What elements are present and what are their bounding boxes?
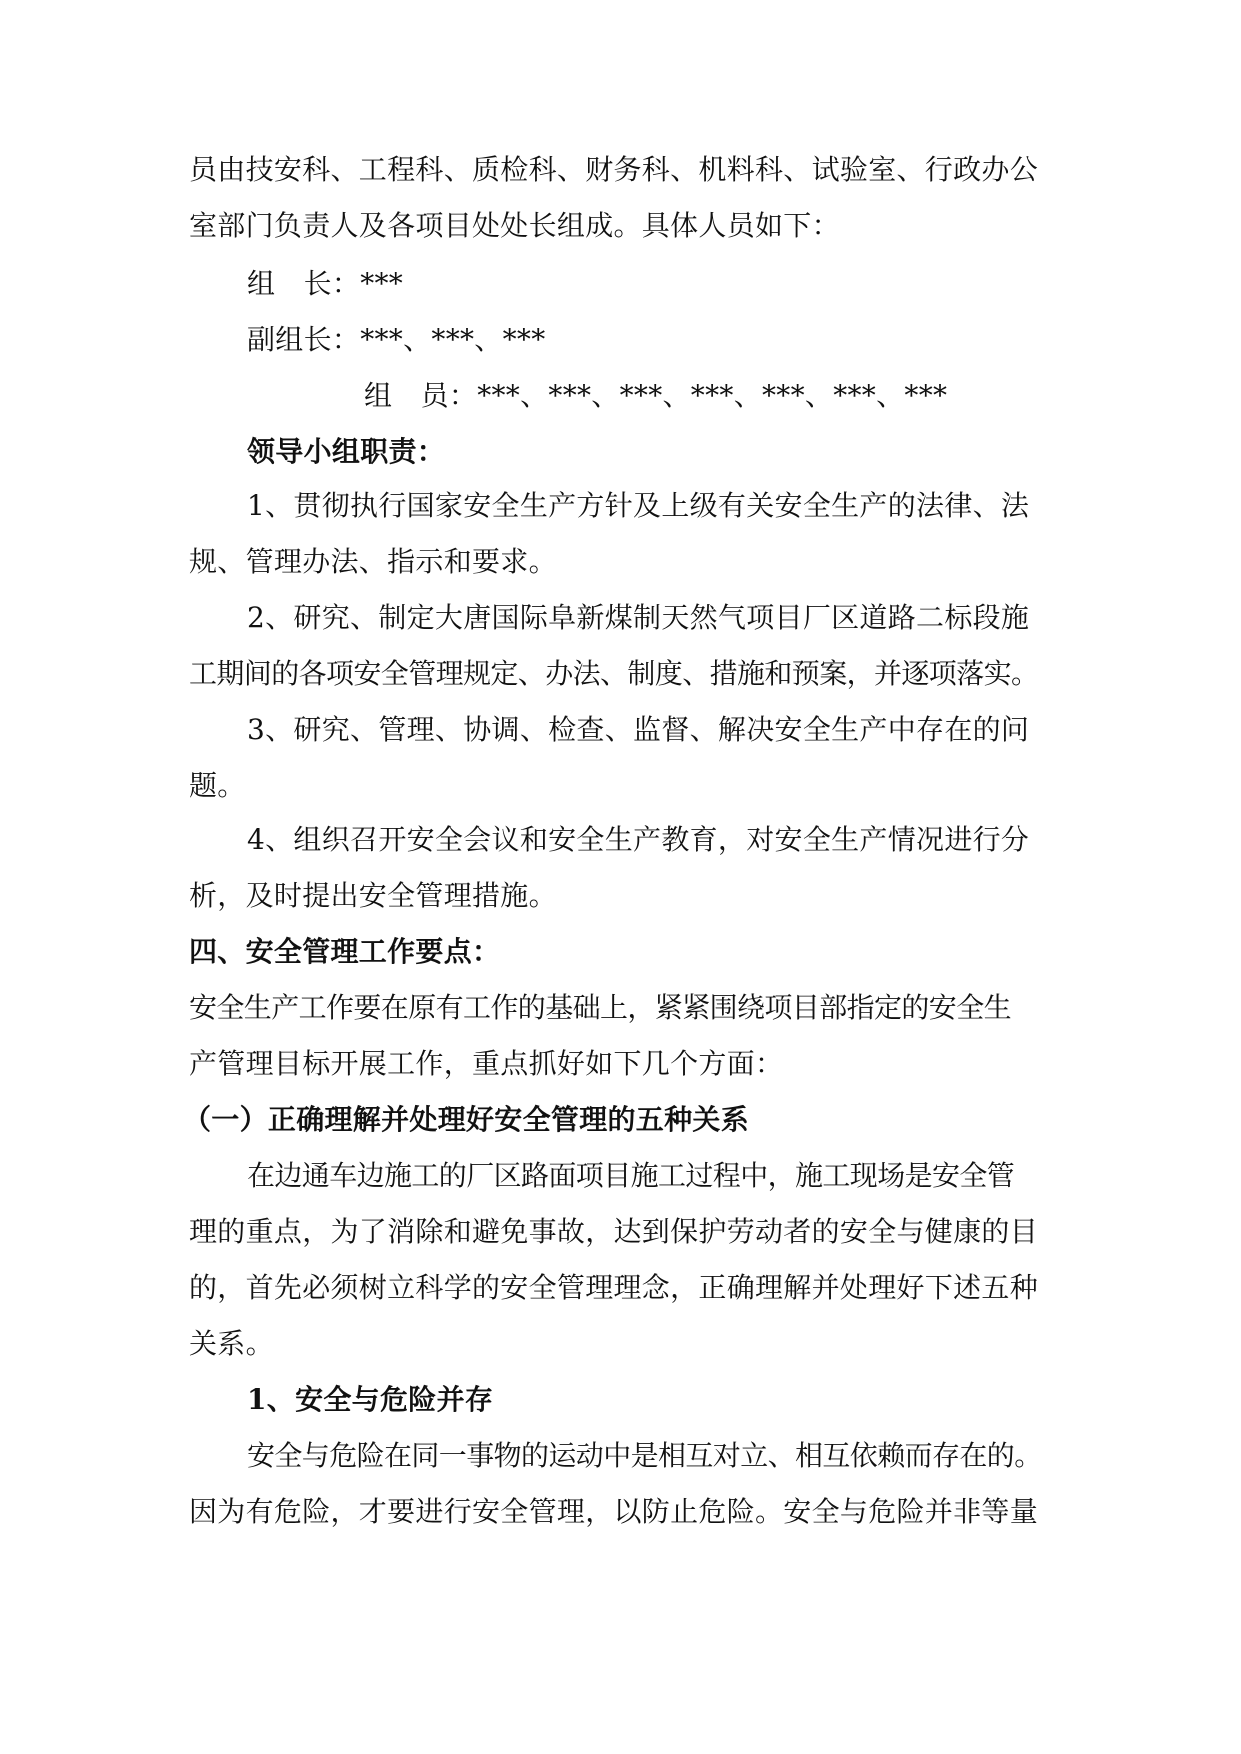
paragraph-line: 在边通车边施工的厂区路面项目施工过程中，施工现场是安全管	[247, 1159, 1015, 1192]
paragraph-line: 室部门负责人及各项目处处长组成。具体人员如下：	[189, 209, 840, 242]
subsection-heading: （一）正确理解并处理好安全管理的五种关系	[183, 1103, 750, 1136]
paragraph-line: 4、组织召开安全会议和安全生产教育，对安全生产情况进行分	[247, 823, 1030, 856]
member-line-deputy: 副组长：***、***、***	[247, 323, 546, 356]
member-line-members: 组 员：***、***、***、***、***、***、***	[364, 379, 948, 412]
member-line-leader: 组 长：***	[247, 267, 404, 300]
paragraph-line: 2、研究、制定大唐国际阜新煤制天然气项目厂区道路二标段施	[247, 601, 1030, 634]
paragraph-line: 3、研究、管理、协调、检查、监督、解决安全生产中存在的问	[247, 713, 1030, 746]
section-heading: 四、安全管理工作要点：	[189, 935, 501, 968]
paragraph-line: 产管理目标开展工作，重点抓好如下几个方面：	[189, 1047, 784, 1080]
paragraph-line: 工期间的各项安全管理规定、办法、制度、措施和预案，并逐项落实。	[189, 657, 1039, 690]
paragraph-line: 员由技安科、工程科、质检科、财务科、机料科、试验室、行政办公	[189, 153, 1039, 186]
paragraph-line: 因为有危险，才要进行安全管理，以防止危险。安全与危险并非等量	[189, 1495, 1039, 1528]
subsection-heading: 1、安全与危险并存	[247, 1383, 494, 1416]
paragraph-line: 的，首先必须树立科学的安全管理理念，正确理解并处理好下述五种	[189, 1271, 1039, 1304]
paragraph-line: 析，及时提出安全管理措施。	[189, 879, 557, 912]
paragraph-line: 安全生产工作要在原有工作的基础上，紧紧围绕项目部指定的安全生	[189, 991, 1012, 1024]
paragraph-line: 题。	[189, 769, 246, 802]
paragraph-line: 1、贯彻执行国家安全生产方针及上级有关安全生产的法律、法	[247, 489, 1030, 522]
paragraph-line: 理的重点，为了消除和避免事故，达到保护劳动者的安全与健康的目	[189, 1215, 1039, 1248]
paragraph-line: 关系。	[189, 1327, 274, 1360]
section-heading: 领导小组职责：	[247, 435, 446, 468]
paragraph-line: 规、管理办法、指示和要求。	[189, 545, 557, 578]
paragraph-line: 安全与危险在同一事物的运动中是相互对立、相互依赖而存在的。	[247, 1439, 1042, 1472]
